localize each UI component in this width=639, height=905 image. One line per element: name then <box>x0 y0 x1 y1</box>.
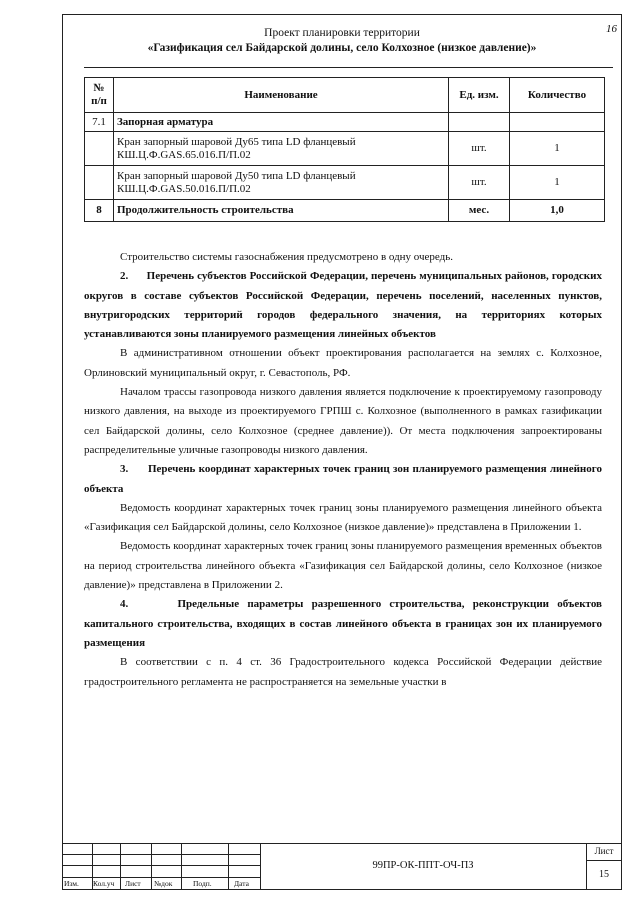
stamp-label-doc: №док <box>154 879 173 888</box>
paragraph: Началом трассы газопровода низкого давления является подключение к проектируемому газопроводу низкого давления, на выходе из проектируемого ГРПШ с. Колхозное (выполненного в рамках газификации сел Байдарской долины, село Колхозное (среднее давление)). От места подключения запроектированы распределительные уличные газопроводы низкого давления. <box>84 386 602 456</box>
header-rule <box>84 67 613 68</box>
document-code: 99ПР-ОК-ППТ-ОЧ-ПЗ <box>372 860 474 871</box>
col-header-name: Наименование <box>114 78 449 113</box>
col-header-unit: Ед. изм. <box>449 78 510 113</box>
stamp-label-sign: Подп. <box>193 879 212 888</box>
body-text <box>84 248 602 692</box>
table-row <box>85 166 605 200</box>
paragraph: В соответствии с п. 4 ст. 36 Градостроительного кодекса Российской Федерации действие градостроительного регламента не распространяется на земельные участки в <box>84 656 602 688</box>
paragraph: В административном отношении объект проектирования располагается на землях с. Колхозное, Орлиновский муниципальный округ, г. Севастополь, РФ. <box>84 347 602 379</box>
section-heading-2: 2. Перечень субъектов Российской Федерации, перечень муниципальных районов, городских округов в составе субъектов Российской Федерации, перечень поселений, населенных пунктов, внутригородских территорий городов федерального значения, на территориях которых устанавливаются зоны планируемого размещения линейных объектов <box>84 270 602 341</box>
cell-unit <box>449 113 510 132</box>
table-row <box>85 113 605 132</box>
title-block <box>62 843 622 890</box>
col-header-number: № п/п <box>85 78 114 113</box>
stamp-label-sheet: Лист <box>125 879 141 888</box>
paragraph: Ведомость координат характерных точек границ зоны планируемого размещения линейного объекта «Газификация сел Байдарской долины, село Колхозное (низкое давление)» представлена в Приложении 1. <box>84 501 602 534</box>
section-heading-3: 3. Перечень координат характерных точек границ зон планируемого размещения линейного объекта <box>84 463 602 495</box>
cell-number: 8 <box>85 200 114 222</box>
cell-number <box>85 132 114 166</box>
section-heading-4: 4. Предельные параметры разрешенного строительства, реконструкции объектов капитального строительства, входящих в состав линейного объекта в границах зон их планируемого размещения <box>84 598 602 649</box>
cell-quantity: 1 <box>510 166 605 200</box>
sheet-label: Лист <box>594 846 614 856</box>
cell-unit: мес. <box>449 200 510 222</box>
paragraph: Ведомость координат характерных точек границ зоны планируемого размещения временных объектов на период строительства линейного объекта «Газификация сел Байдарской долины, село Колхозное (низкое давление)» представлена в Приложении 2. <box>84 540 602 592</box>
paragraph: Строительство системы газоснабжения предусмотрено в одну очередь. <box>120 251 454 263</box>
cell-unit: шт. <box>449 132 510 166</box>
page-number: 16 <box>606 23 617 35</box>
stamp-label-change: Изм. <box>64 879 79 888</box>
header-line-2: «Газификация сел Байдарской долины, село Колхозное (низкое давление)» <box>147 42 537 54</box>
cell-name: Кран запорный шаровой Ду65 типа LD фланцевый КШ.Ц.Ф.GAS.65.016.П/П.02 <box>114 132 449 166</box>
specification-table <box>84 77 605 222</box>
header-line-1: Проект планировки территории <box>264 27 420 39</box>
cell-quantity <box>510 113 605 132</box>
table-header-row <box>85 78 605 113</box>
table-row <box>85 132 605 166</box>
cell-number <box>85 166 114 200</box>
cell-unit: шт. <box>449 166 510 200</box>
cell-number: 7.1 <box>85 113 114 132</box>
col-header-quantity: Количество <box>510 78 605 113</box>
cell-name: Продолжительность строительства <box>114 200 449 222</box>
cell-quantity: 1 <box>510 132 605 166</box>
sheet-number: 15 <box>599 869 609 880</box>
cell-quantity: 1,0 <box>510 200 605 222</box>
stamp-label-date: Дата <box>234 879 249 888</box>
document-header <box>62 26 622 56</box>
cell-name: Кран запорный шаровой Ду50 типа LD фланцевый КШ.Ц.Ф.GAS.50.016.П/П.02 <box>114 166 449 200</box>
cell-name: Запорная арматура <box>114 113 449 132</box>
table-row <box>85 200 605 222</box>
stamp-label-count: Кол.уч <box>93 879 115 888</box>
